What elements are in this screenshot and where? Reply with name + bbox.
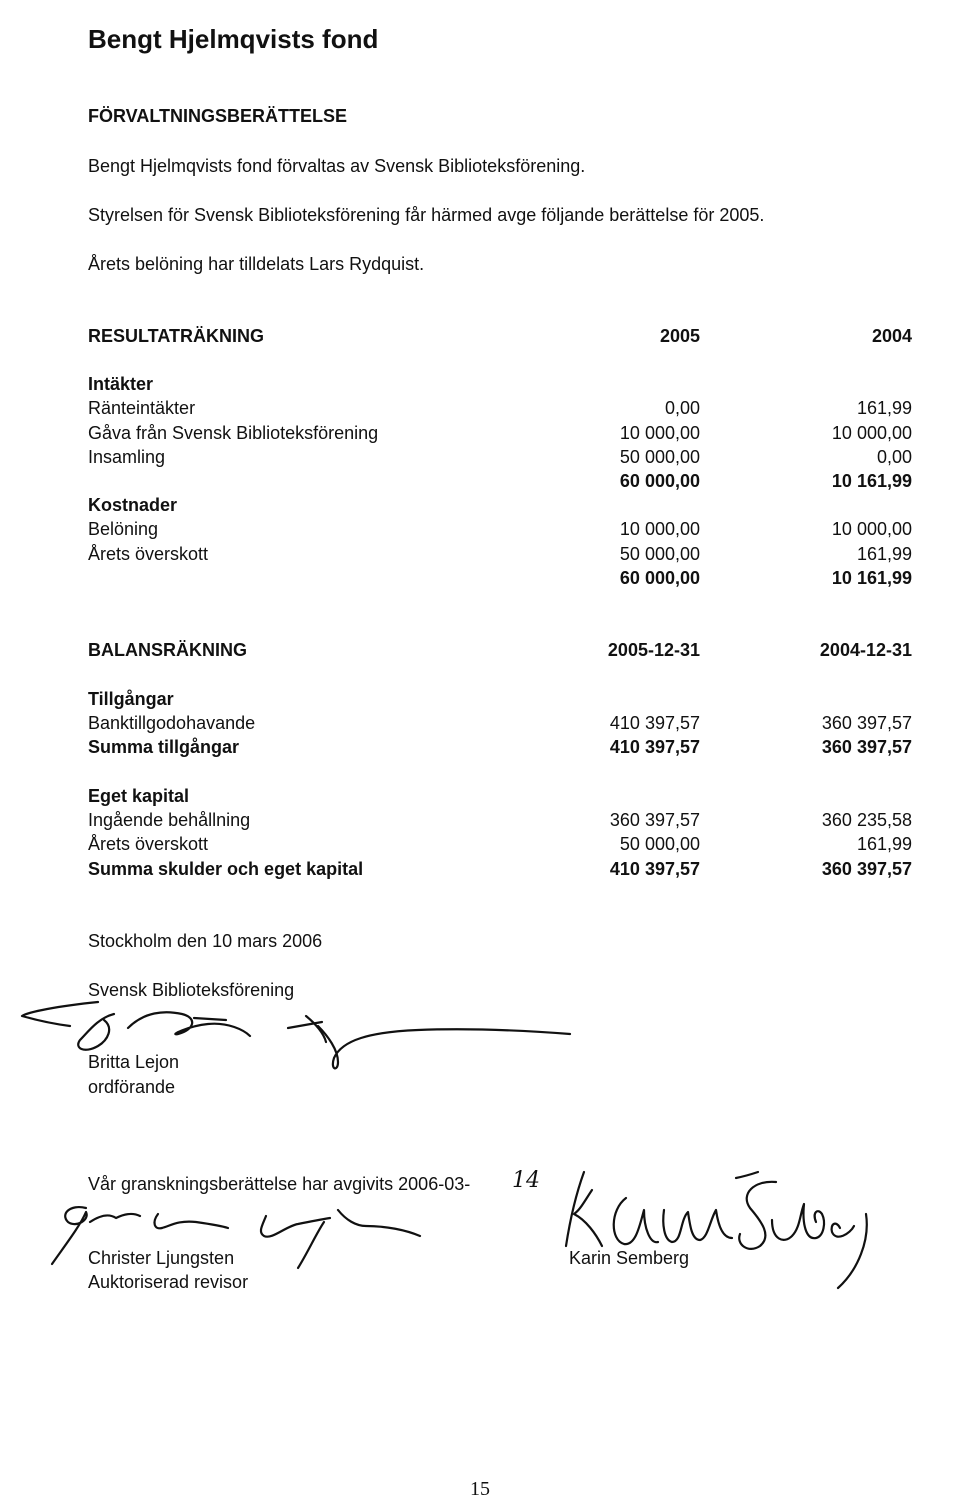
- report-paragraph-2: Styrelsen för Svensk Biblioteksförening får härmed avge följande berättelse för 2005.: [88, 205, 765, 225]
- income-col-2004: 2004: [871, 326, 912, 346]
- balance-col-2004: 2004-12-31: [819, 640, 912, 660]
- assets-section-label: Tillgångar: [88, 689, 174, 709]
- table-row: Gåva från Svensk Biblioteksförening 10 000,00 10 000,00: [88, 423, 912, 443]
- place-and-date: Stockholm den 10 mars 2006: [88, 931, 323, 951]
- equity-section-label: Eget kapital: [88, 786, 190, 806]
- organisation-name: Svensk Biblioteksförening: [88, 980, 295, 1000]
- document-title: Bengt Hjelmqvists fond: [88, 24, 379, 54]
- balance-sheet-header: [88, 640, 912, 664]
- auditor-signature-semberg: [540, 1150, 870, 1300]
- report-paragraph-1: Bengt Hjelmqvists fond förvaltas av Svensk Biblioteksförening.: [88, 156, 586, 176]
- income-statement-heading: RESULTATRÄKNING: [88, 326, 264, 346]
- table-row: Ingående behållning 360 397,57 360 235,58: [88, 810, 912, 830]
- audit-day-handwritten: 14: [512, 1168, 540, 1193]
- table-row: Ränteintäkter 0,00 161,99: [88, 398, 912, 418]
- costs-section-label: Kostnader: [88, 495, 178, 515]
- auditor-1-name: Christer Ljungsten: [88, 1248, 235, 1268]
- table-row: Belöning 10 000,00 10 000,00: [88, 519, 912, 539]
- chair-signature: [18, 996, 578, 1088]
- signer-title: ordförande: [88, 1077, 176, 1097]
- audit-statement: Vår granskningsberättelse har avgivits 2006-03-: [88, 1174, 471, 1194]
- costs-total-row: 60 000,00 10 161,99: [619, 568, 912, 588]
- income-total-row: 60 000,00 10 161,99: [619, 471, 912, 491]
- table-row: Insamling 50 000,00 0,00: [88, 447, 912, 467]
- balance-col-2005: 2005-12-31: [607, 640, 700, 660]
- balance-sheet-heading: BALANSRÄKNING: [88, 640, 247, 660]
- income-col-2005: 2005: [659, 326, 700, 346]
- liabilities-equity-total-row: Summa skulder och eget kapital 410 397,57 360 397,57: [88, 859, 912, 879]
- auditor-2-name: Karin Semberg: [569, 1248, 690, 1268]
- income-section-label: Intäkter: [88, 374, 154, 394]
- auditor-1-title: Auktoriserad revisor: [88, 1272, 249, 1292]
- report-paragraph-3: Årets belöning har tilldelats Lars Rydquist.: [88, 254, 425, 274]
- assets-total-row: Summa tillgångar 410 397,57 360 397,57: [88, 737, 912, 757]
- table-row: Årets överskott 50 000,00 161,99: [88, 544, 912, 564]
- income-statement-header: [88, 326, 912, 350]
- page-number: 15: [470, 1478, 490, 1500]
- table-row: Årets överskott 50 000,00 161,99: [88, 834, 912, 854]
- report-heading: FÖRVALTNINGSBERÄTTELSE: [88, 106, 348, 126]
- table-row: Banktillgodohavande 410 397,57 360 397,57: [88, 713, 912, 733]
- signer-name: Britta Lejon: [88, 1052, 180, 1072]
